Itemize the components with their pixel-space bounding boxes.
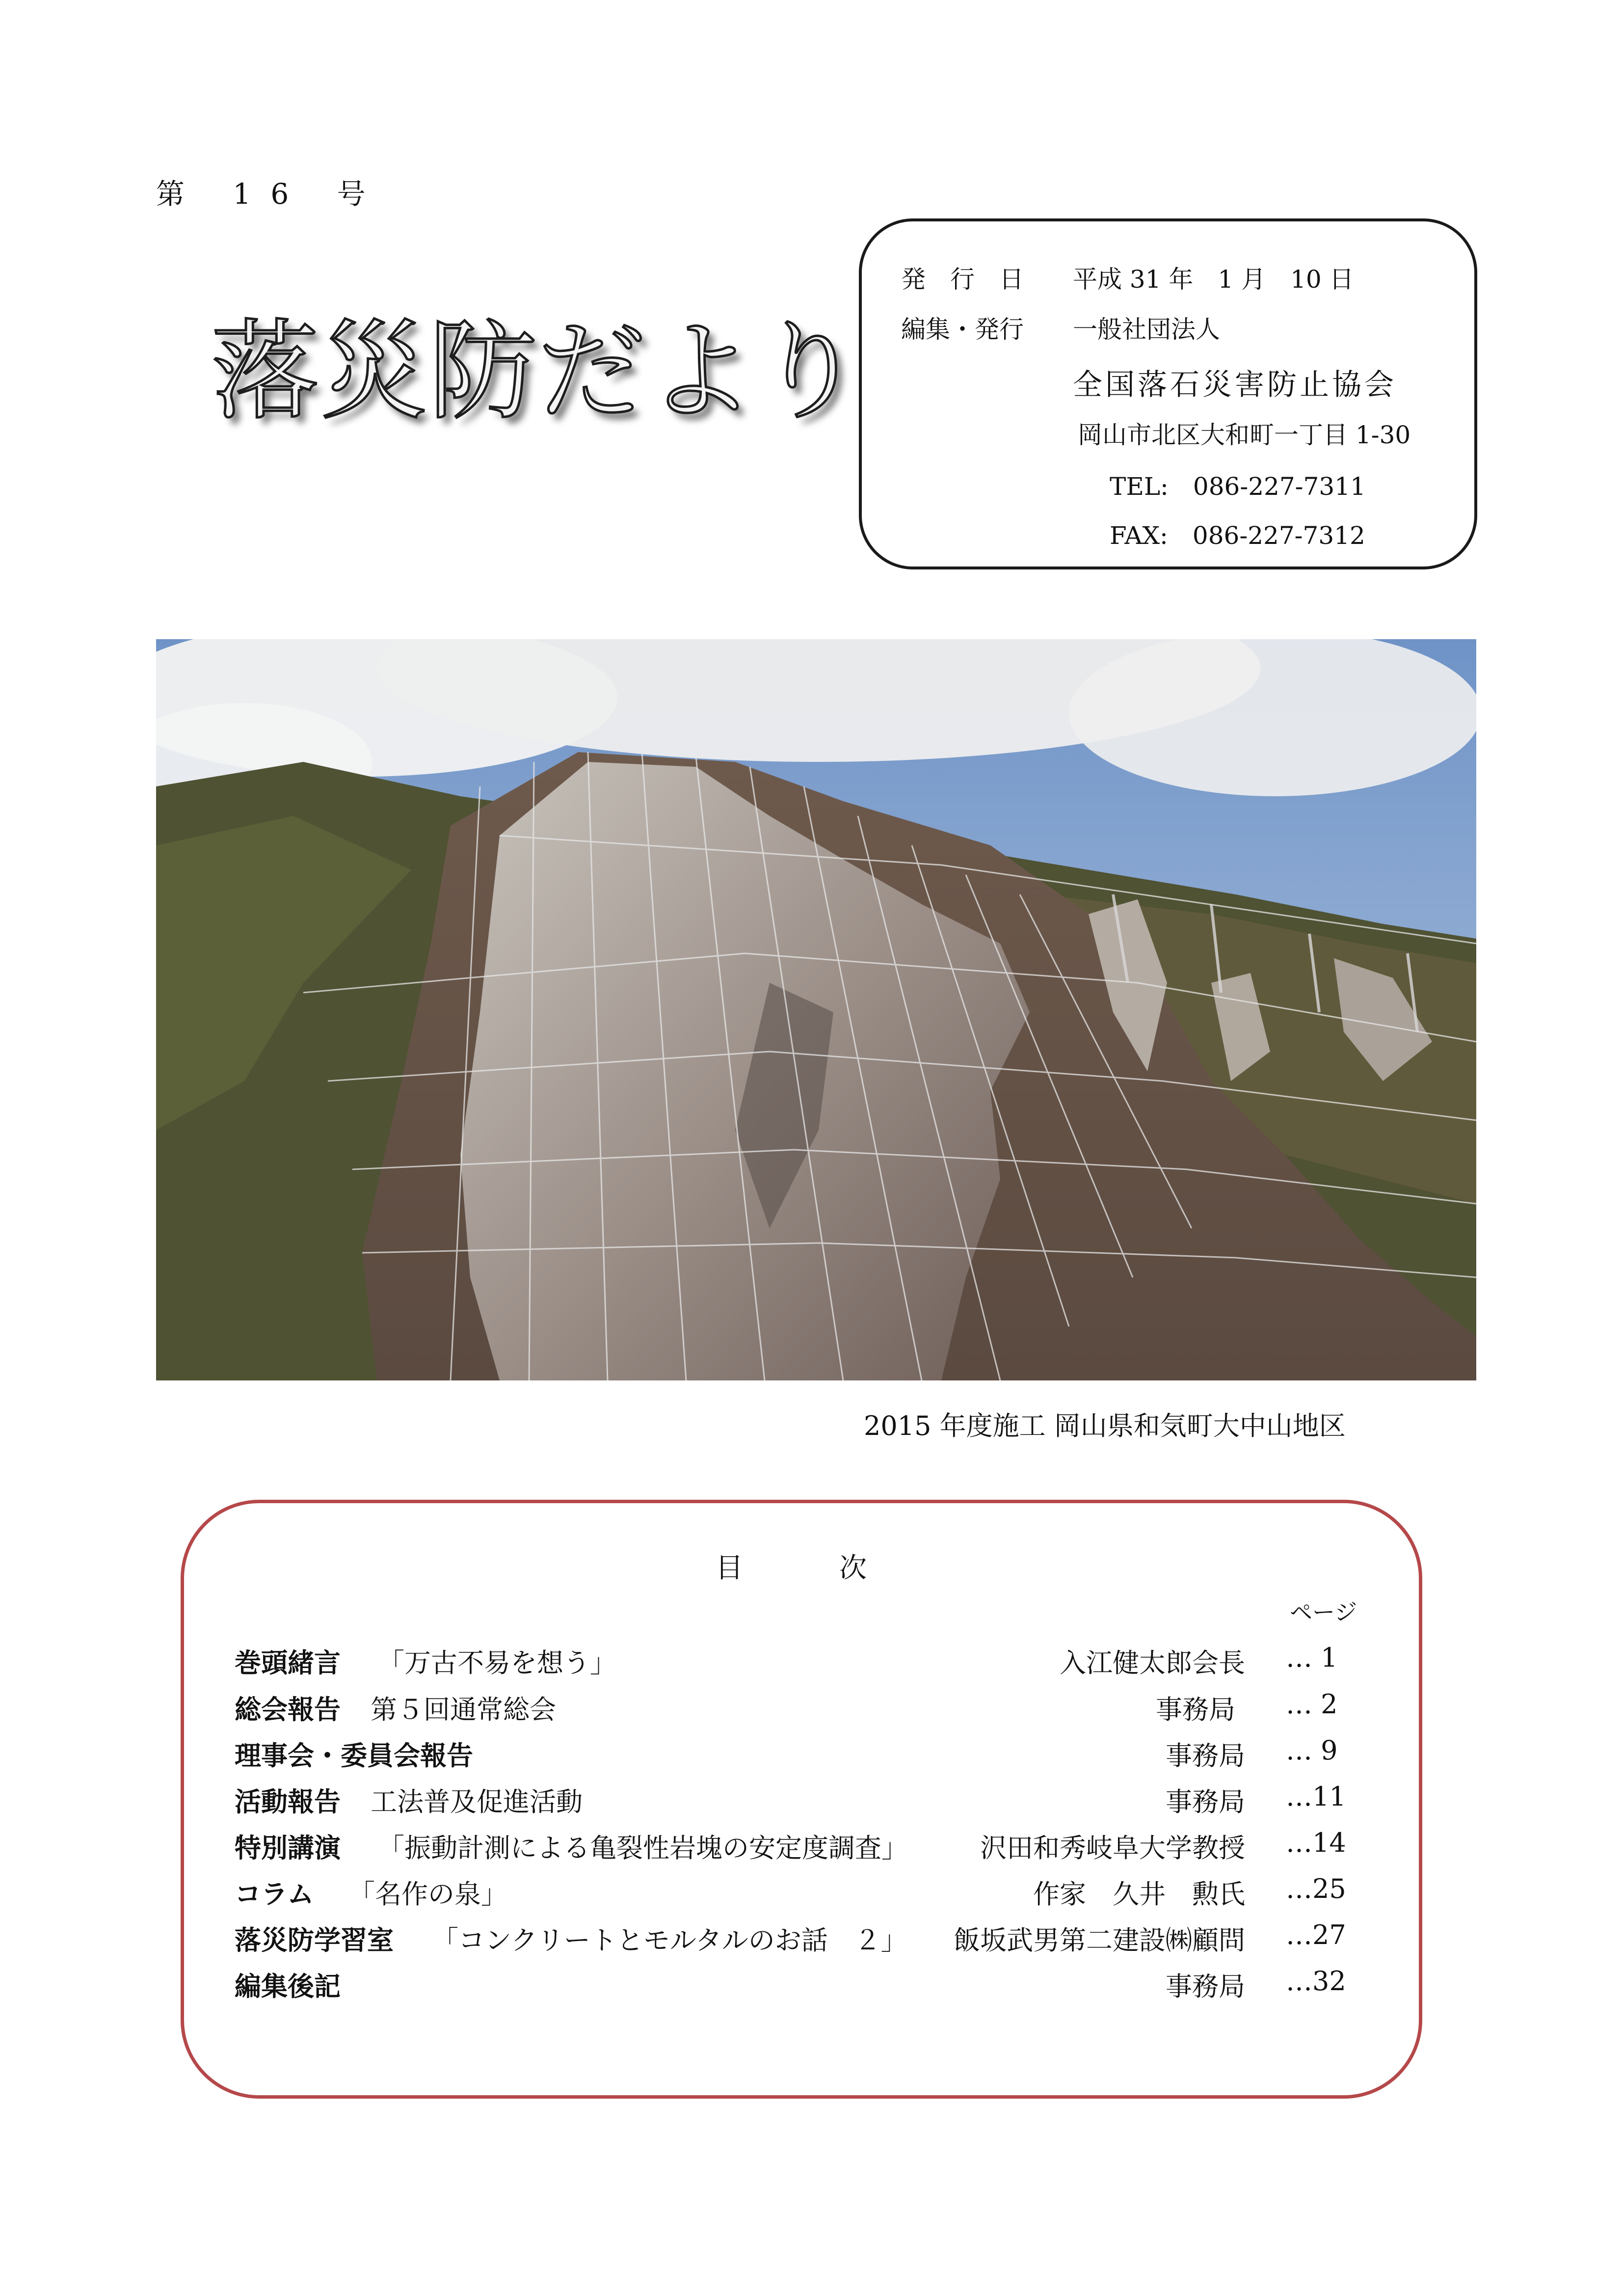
toc-entry-page: …14 [1286, 1827, 1346, 1858]
toc-entry-author: 事務局 [1166, 1971, 1245, 2002]
toc-entry-title: 工法普及促進活動 [371, 1786, 583, 1817]
toc-entry-author: 作家 久井 勲氏 [1033, 1879, 1245, 1910]
toc-entry-category: コラム [235, 1878, 314, 1910]
toc-entry-category: 理事会・委員会報告 [235, 1740, 473, 1771]
toc-entry-page: …25 [1286, 1873, 1346, 1904]
newsletter-title: 落災防だより [211, 309, 865, 434]
toc-entry-author: 事務局 [1166, 1740, 1245, 1771]
toc-entry-page: …32 [1286, 1966, 1346, 1997]
toc-entry [0, 1781, 1623, 1820]
toc-entry [0, 1966, 1623, 2005]
toc-entry-title: 「コンクリートとモルタルのお話 ２」 [432, 1925, 907, 1956]
rock-slope-netting-image [156, 639, 1476, 1380]
toc-entry-category: 巻頭緒言 [235, 1647, 341, 1678]
editor-label: 編集・発行 [901, 315, 1024, 344]
toc-entry [0, 1689, 1623, 1728]
toc-entry-page: … 9 [1286, 1735, 1338, 1766]
toc-entry-category: 特別講演 [235, 1832, 341, 1864]
toc-entry-author: 事務局 [1156, 1694, 1235, 1725]
toc-entry [0, 1735, 1623, 1774]
toc-entry-category: 編集後記 [235, 1971, 341, 2002]
toc-entry-title: 第５回通常総会 [371, 1694, 556, 1725]
address: 岡山市北区大和町一丁目 1-30 [1078, 421, 1411, 449]
issue-number: 第 16 号 [156, 177, 385, 211]
toc-entry-category: 総会報告 [235, 1694, 341, 1725]
toc-entry-title: 「振動計測による亀裂性岩塊の安定度調査」 [378, 1833, 908, 1864]
toc-entry-author: 入江健太郎会長 [1060, 1648, 1245, 1678]
toc-entry-author: 事務局 [1166, 1786, 1245, 1817]
tel: TEL: 086-227-7311 [1110, 472, 1366, 501]
toc-entry-category: 活動報告 [235, 1786, 341, 1817]
cover-photo [156, 639, 1476, 1380]
org-name: 全国落石災害防止協会 [1073, 368, 1397, 402]
toc-entry-category: 落災防学習室 [235, 1924, 394, 1956]
publisher-box [859, 218, 1477, 569]
toc-entry [0, 1642, 1623, 1681]
toc-entry-title: 「名作の泉」 [348, 1879, 507, 1910]
toc-entry-author: 飯坂武男第二建設㈱顧問 [954, 1925, 1245, 1956]
toc-entry-page: …27 [1286, 1919, 1346, 1950]
toc-entry-author: 沢田和秀岐阜大学教授 [980, 1833, 1245, 1864]
issue-date: 平成 31 年 1 月 10 日 [1073, 265, 1354, 294]
toc-entry [0, 1919, 1623, 1959]
photo-caption: 2015 年度施工 岡山県和気町大中山地区 [864, 1410, 1346, 1441]
org-type: 一般社団法人 [1073, 315, 1220, 344]
toc-entry-page: … 1 [1286, 1642, 1338, 1673]
toc-entry-page: … 2 [1286, 1689, 1338, 1720]
toc-page-header: ページ [1290, 1599, 1357, 1625]
toc-entry-page: …11 [1286, 1781, 1346, 1812]
fax: FAX: 086-227-7312 [1110, 521, 1365, 550]
toc-entry-title: 「万古不易を想う」 [378, 1648, 616, 1678]
toc-entry [0, 1827, 1623, 1866]
toc-heading: 目 次 [716, 1552, 901, 1584]
toc-entry [0, 1873, 1623, 1913]
issue-date-label: 発 行 日 [901, 265, 1024, 294]
